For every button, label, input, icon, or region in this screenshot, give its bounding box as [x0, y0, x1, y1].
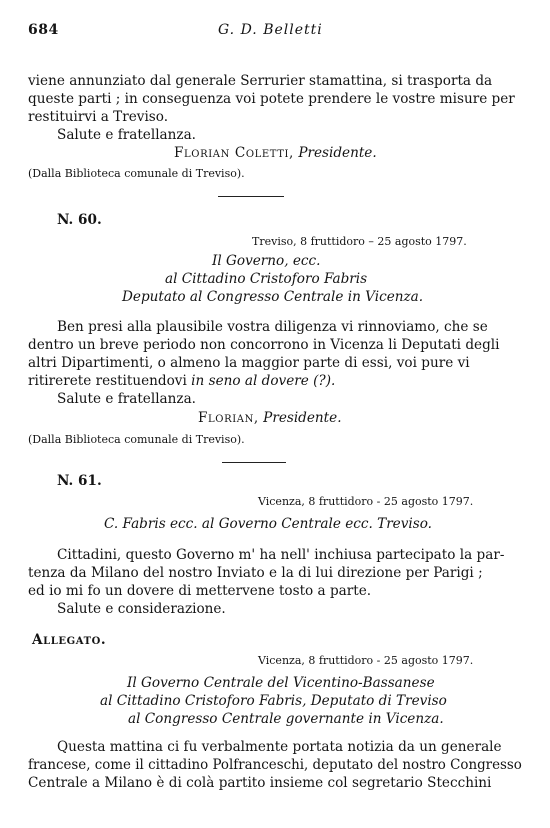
body-line: viene annunziato dal generale Serrurier stamattina, si trasporta da — [28, 73, 493, 89]
body-line: Centrale a Milano è di colà partito insieme col segretario Stecchini — [28, 775, 492, 791]
address-line: C. Fabris ecc. al Governo Centrale ecc. Treviso. — [104, 516, 433, 532]
body-line: dentro un breve periodo non concorrono in Vicenza li Deputati degli — [28, 337, 500, 353]
body-line: Cittadini, questo Governo m' ha nell' inchiusa partecipato la par- — [57, 547, 505, 563]
document-date: Vicenza, 8 fruttidoro - 25 agosto 1797. — [258, 654, 474, 667]
section-divider — [218, 196, 284, 197]
signature-name: Florian Coletti, — [174, 145, 294, 161]
document-number: N. 60. — [57, 212, 102, 228]
address-line: Deputato al Congresso Centrale in Vicenza. — [122, 289, 424, 305]
signature-role: Presidente. — [263, 410, 342, 426]
signature-role: Presidente. — [298, 145, 377, 161]
address-line: al Congresso Centrale governante in Vicenza. — [128, 711, 444, 727]
address-line: Il Governo Centrale del Vicentino-Bassanese — [127, 675, 435, 691]
body-line: Questa mattina ci fu verbalmente portata notizia da un generale — [57, 739, 502, 755]
page-number: 684 — [28, 22, 59, 38]
document-date: Treviso, 8 fruttidoro – 25 agosto 1797. — [252, 235, 467, 248]
source-note: (Dalla Biblioteca comunale di Treviso). — [28, 433, 245, 446]
signature-name: Florian, — [198, 410, 259, 426]
document-number: N. 61. — [57, 473, 102, 489]
body-line: tenza da Milano del nostro Inviato e la di lui direzione per Parigi ; — [28, 565, 483, 581]
document-date: Vicenza, 8 fruttidoro - 25 agosto 1797. — [258, 495, 474, 508]
closing-line: Salute e fratellanza. — [57, 391, 196, 407]
source-note: (Dalla Biblioteca comunale di Treviso). — [28, 167, 245, 180]
body-line: altri Dipartimenti, o almeno la maggior parte di essi, voi pure vi — [28, 355, 470, 371]
signature — [198, 409, 342, 427]
body-line: queste parti ; in conseguenza voi potete prendere le vostre misure per — [28, 91, 515, 107]
body-line: restituirvi a Treviso. — [28, 109, 169, 125]
body-line — [28, 372, 335, 390]
signature — [174, 144, 377, 162]
body-text-italic: in seno al dovere (?). — [191, 373, 336, 389]
section-divider — [222, 462, 286, 463]
address-line: Il Governo, ecc. — [212, 253, 321, 269]
body-line: ed io mi fo un dovere di mettervene tosto a parte. — [28, 583, 372, 599]
body-line: francese, come il cittadino Polfranceschi, deputato del nostro Congresso — [28, 757, 522, 773]
closing-line: Salute e fratellanza. — [57, 127, 196, 143]
body-text: ritirerete restituendovi — [28, 373, 187, 389]
attachment-label: Allegato. — [32, 632, 107, 648]
running-head-author: G. D. Belletti — [218, 22, 323, 38]
closing-line: Salute e considerazione. — [57, 601, 226, 617]
running-header — [28, 22, 508, 44]
address-line: al Cittadino Cristoforo Fabris, Deputato di Treviso — [100, 693, 447, 709]
address-line: al Cittadino Cristoforo Fabris — [165, 271, 368, 287]
body-line: Ben presi alla plausibile vostra diligenza vi rinnoviamo, che se — [57, 319, 488, 335]
